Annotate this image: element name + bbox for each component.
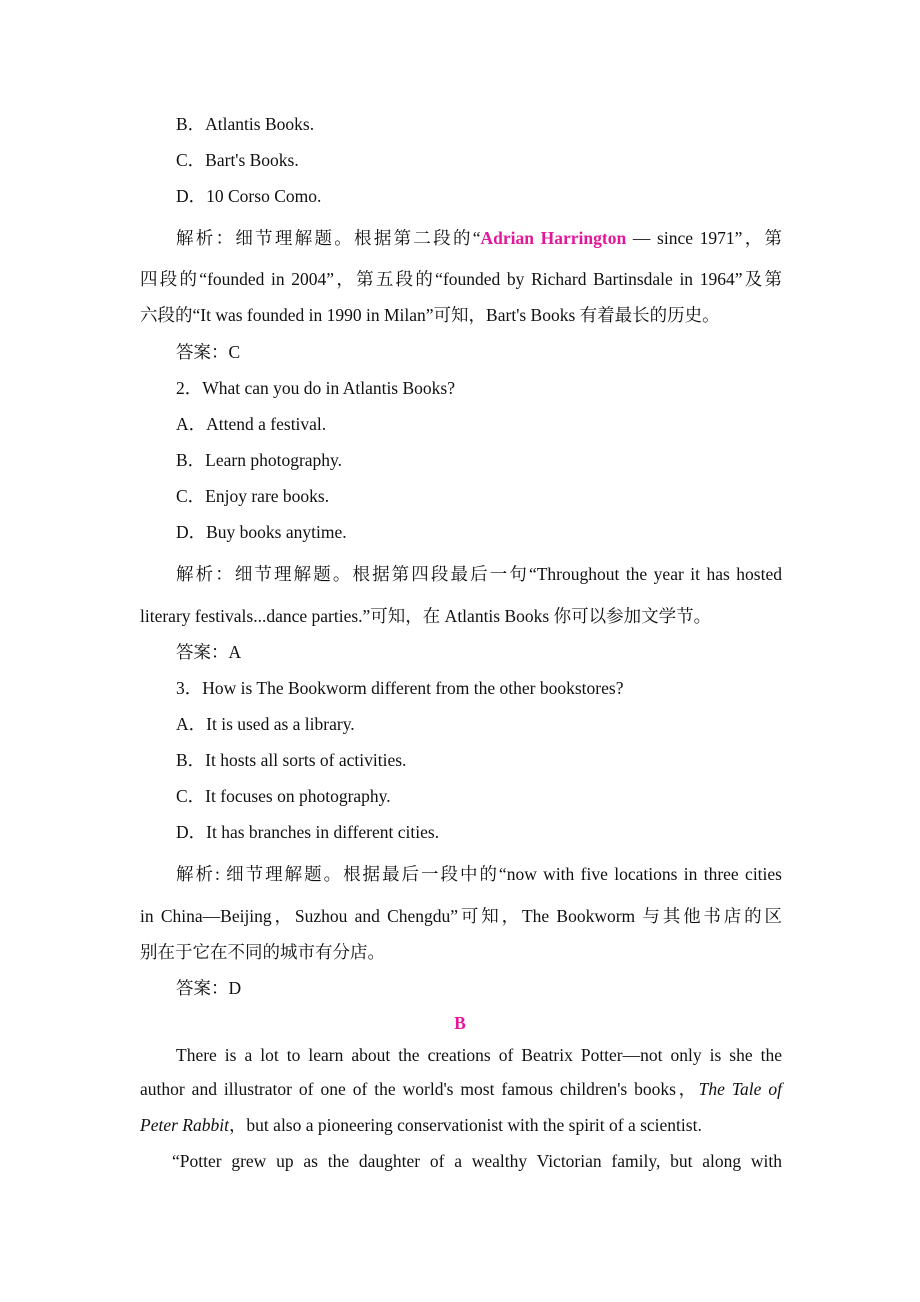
- q3-question: 3．How is The Bookworm different from the other bookstores?: [176, 678, 624, 698]
- q2-explanation-line-1: 解析：细节理解题。根据第四段最后一句“Throughout the year it has hosted: [176, 564, 782, 584]
- q1-answer: 答案：C: [176, 342, 241, 362]
- q2-question: 2．What can you do in Atlantis Books?: [176, 378, 455, 398]
- q3-option-d: D．It has branches in different cities.: [176, 822, 440, 842]
- q3-explanation-line-3: 别在于它在不同的城市有分店。: [140, 942, 385, 962]
- section-b-heading: B: [454, 1013, 466, 1033]
- q1-option-d: D．10 Corso Como.: [176, 186, 322, 206]
- q1-explanation-line-3: 六段的“It was founded in 1990 in Milan”可知，Bart's Books 有着最长的历史。: [140, 305, 720, 325]
- q2-answer: 答案：A: [176, 642, 242, 662]
- q2-option-d: D．Buy books anytime.: [176, 522, 347, 542]
- q2-explanation-line-2: literary festivals...dance parties.”可知，在 Atlantis Books 你可以参加文学节。: [140, 606, 712, 626]
- q3-answer: 答案：D: [176, 978, 242, 998]
- passage-b-line-3: Peter Rabbit，but also a pioneering conservationist with the spirit of a scientist.: [140, 1115, 702, 1135]
- q1-explanation-line-2: 四段的“founded in 2004”，第五段的“founded by Richard Bartinsdale in 1964”及第: [140, 269, 782, 289]
- q3-option-c: C．It focuses on photography.: [176, 786, 391, 806]
- q2-option-a: A．Attend a festival.: [176, 414, 327, 434]
- q1-option-c: C．Bart's Books.: [176, 150, 299, 170]
- q1-option-b: B．Atlantis Books.: [176, 114, 315, 134]
- book-title-part-1: The Tale of: [698, 1079, 782, 1099]
- book-title-part-2: Peter Rabbit: [140, 1115, 229, 1135]
- q3-option-a: A．It is used as a library.: [176, 714, 355, 734]
- passage-b-line-2: author and illustrator of one of the world's most famous children's books，The Tale of: [140, 1079, 782, 1099]
- highlight-adrian-harrington: Adrian Harrington: [480, 228, 627, 248]
- q2-option-c: C．Enjoy rare books.: [176, 486, 330, 506]
- passage-b-line-1: There is a lot to learn about the creations of Beatrix Potter—not only is she the: [176, 1045, 782, 1065]
- passage-b-line-4: “Potter grew up as the daughter of a wealthy Victorian family, but along with: [172, 1151, 782, 1171]
- q1-explanation-line-1: 解析：细节理解题。根据第二段的“Adrian Harrington — since 1971”，第: [176, 228, 782, 248]
- q3-explanation-line-2: in China—Beijing，Suzhou and Chengdu”可知，The Bookworm 与其他书店的区: [140, 906, 782, 926]
- q3-explanation-line-1: 解析: 细节理解题。根据最后一段中的“now with five locations in three cities: [176, 864, 782, 884]
- q2-option-b: B．Learn photography.: [176, 450, 343, 470]
- q3-option-b: B．It hosts all sorts of activities.: [176, 750, 407, 770]
